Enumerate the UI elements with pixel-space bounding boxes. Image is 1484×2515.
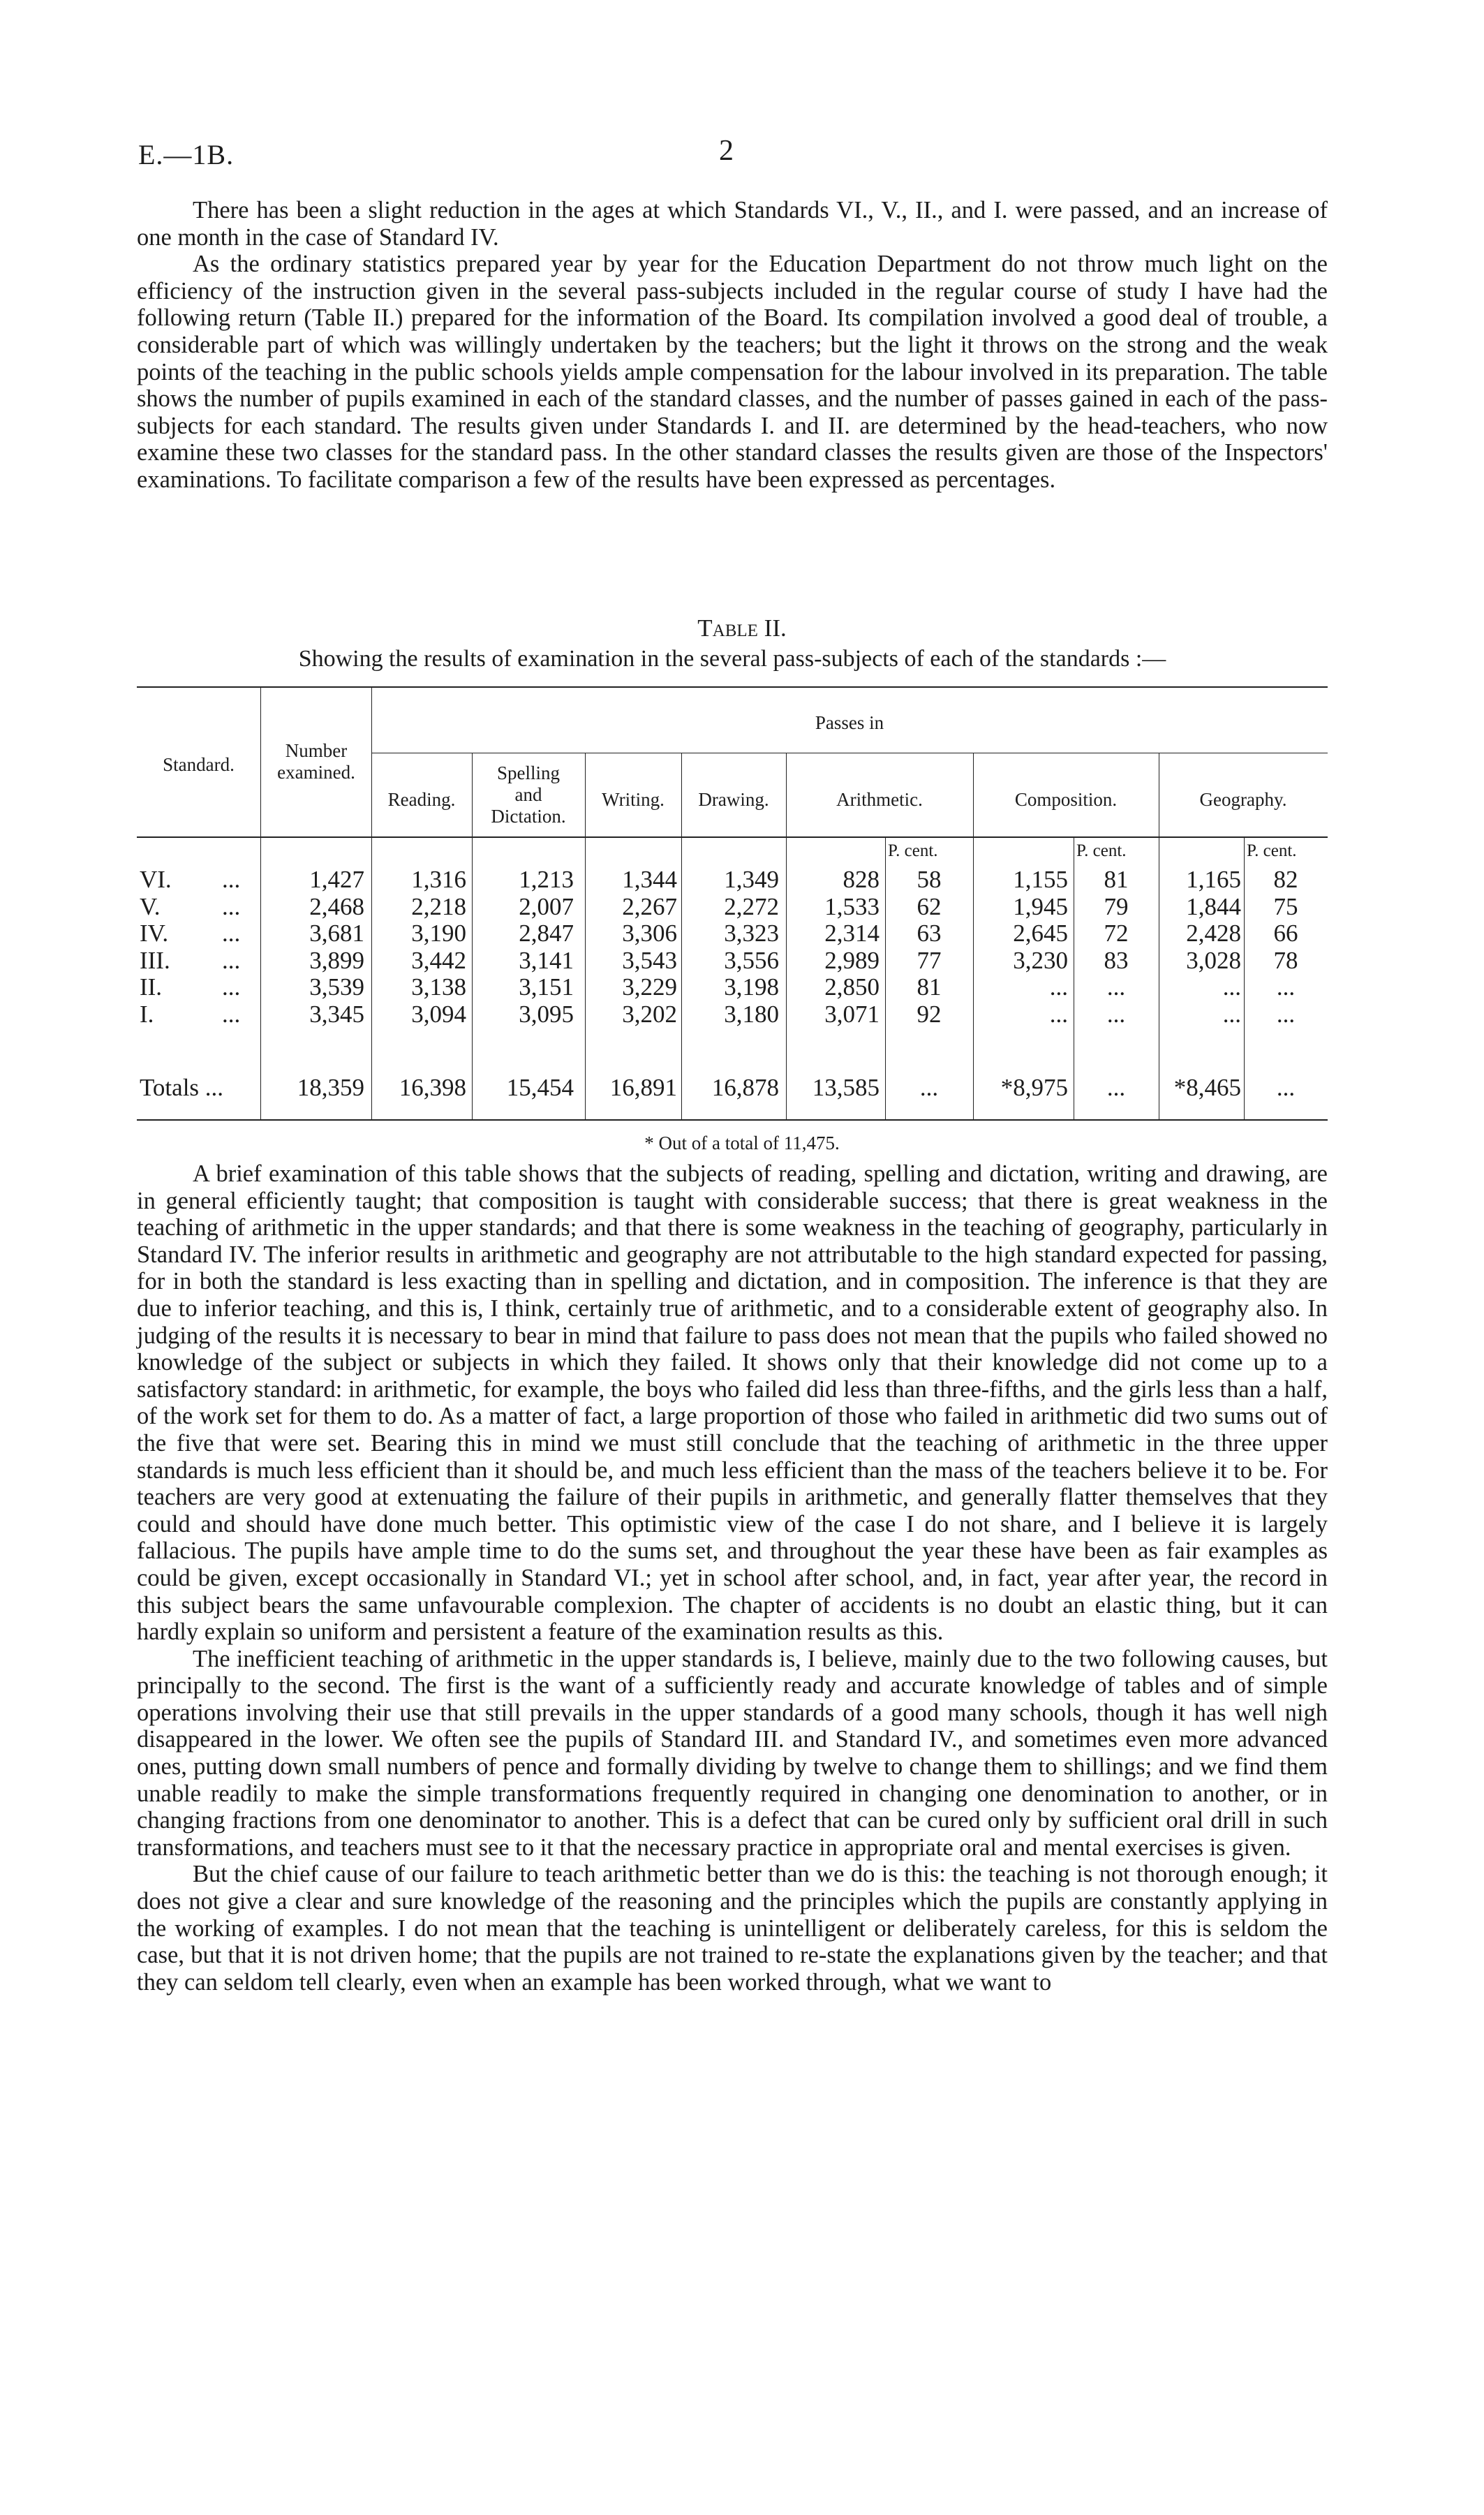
row-leader-dots: ... [222, 1001, 241, 1028]
cell-comp-pc: 72 [1104, 920, 1129, 947]
row-standard: I. [140, 1001, 154, 1028]
total-geography-pcent: ... [1276, 1074, 1296, 1101]
header-composition: Composition. [1014, 789, 1118, 810]
header-passes-in: Passes in [815, 712, 884, 733]
total-composition: *8,975 [1000, 1074, 1068, 1101]
total-reading: 16,398 [399, 1074, 466, 1101]
cell-drawing: 1,349 [724, 866, 779, 893]
paragraph: A brief examination of this table shows that the subjects of reading, spelling and dictation, writing and drawing, are in general efficiently taught; that composition is taught with considerable success; that there is great weakness in the teaching of arithmetic in the upper standards; and that there is some weakness in the teaching of geography, particularly in Standard IV. The inferior results in arithmetic and geography are not attributable to the high standard expected for passing, for in both the standard is less exacting than in spelling and dictation, and in composition. The inference is that they are due to inferior teaching, and this is, I think, certainly true of arithmetic, and to a considerable extent of geography also. In judging of the results it is necessary to bear in mind that failure to pass does not mean that the pupils who failed showed no knowledge of the subject or subjects in which they failed. It shows only that their knowledge did not come up to a satisfactory standard: in arithmetic, for example, the boys who failed did less than three-fifths, and the girls less than a half, of the work set for them to do. As a matter of fact, a large proportion of those who failed in arithmetic did two sums out of the five that were set. Bearing this in mind we must still conclude that the teaching of arithmetic in the three upper standards is much less efficient than it should be, and much less efficient than the mass of the teachers believe it to be. For teachers are very good at extenuating the failure of their pupils in arithmetic, and generally flatter themselves that they could and should have done much better. This optimistic view of the case I do not share, and I believe it is largely fallacious. The pupils have ample time to do the sums set, and throughout the year these have been as fair examples as could be given, except occasionally in Standard VI.; yet in school after school, and, in fact, year after year, the record in this subject bears the same unfavourable complexion. The chapter of accidents is no doubt an elastic thing, but it can hardly explain so uniform and persistent a feature of the examination results as this. [137, 1160, 1328, 1646]
cell-geog-pc: 75 [1273, 892, 1298, 920]
cell-arith: 2,314 [824, 920, 880, 947]
cell-reading: 3,442 [411, 946, 466, 974]
cell-comp-pc: 83 [1104, 946, 1129, 974]
cell-examined: 3,345 [309, 1001, 364, 1028]
header-reading: Reading. [387, 789, 456, 810]
total-examined: 18,359 [297, 1074, 364, 1101]
total-composition-pcent: ... [1106, 1074, 1126, 1101]
header-writing: Writing. [602, 789, 665, 810]
cell-examined: 3,899 [309, 946, 364, 974]
header-drawing: Drawing. [698, 789, 769, 810]
cell-reading: 3,190 [411, 920, 466, 947]
cell-writing: 2,267 [622, 892, 677, 920]
cell-spelling: 3,095 [519, 1001, 574, 1028]
cell-geog-pc: 78 [1273, 946, 1298, 974]
cell-writing: 3,543 [622, 946, 677, 974]
pcent-label-composition: P. cent. [1076, 841, 1127, 860]
paragraph: The inefficient teaching of arithmetic in the upper standards is, I believe, mainly due to the two following causes, but principally to the second. The first is the want of a sufficiently ready and accurate knowledge of tables and of simple operations involving their use that still prevails in the upper standards of a good many schools, though it has well nigh disappeared in the lower. We often see the pupils of Standard III. and Standard IV., and sometimes even more advanced ones, putting down small numbers of pence and formally dividing by twelve to change them to shillings; and we find them unable readily to make the simple transformations frequently required in changing one denomination to another, or in changing fractions from one denominator to another. This is a defect that can be cured only by sufficient oral drill in such transformations, and teachers must see to it that the necessary practice in appropriate oral and mental exercises is given. [137, 1645, 1328, 1861]
cell-geog: 2,428 [1186, 920, 1241, 947]
cell-arith: 1,533 [824, 892, 880, 920]
cell-geog-pc: ... [1276, 973, 1296, 1001]
intro-text [137, 197, 1328, 494]
cell-geog-pc: ... [1276, 1001, 1296, 1028]
cell-comp-pc: 81 [1104, 866, 1129, 893]
cell-comp: 1,945 [1013, 892, 1068, 920]
cell-drawing: 3,198 [724, 973, 779, 1001]
cell-geog: 1,844 [1186, 892, 1241, 920]
row-leader-dots: ... [222, 920, 241, 947]
table-caption: Table II. [697, 614, 787, 642]
cell-examined: 1,427 [309, 866, 364, 893]
row-standard: VI. [140, 866, 172, 893]
cell-geog: 1,165 [1186, 866, 1241, 893]
total-spelling: 15,454 [506, 1074, 574, 1101]
total-writing: 16,891 [609, 1074, 677, 1101]
cell-arith: 3,071 [824, 1001, 880, 1028]
cell-comp-pc: ... [1106, 973, 1126, 1001]
cell-comp-pc: 79 [1104, 892, 1129, 920]
cell-drawing: 3,323 [724, 920, 779, 947]
table-subtitle: Showing the results of examination in the several pass-subjects of each of the standards :— [298, 646, 1166, 672]
cell-arith: 2,989 [824, 946, 880, 974]
cell-drawing: 3,180 [724, 1001, 779, 1028]
cell-spelling: 1,213 [519, 866, 574, 893]
cell-arith-pc: 58 [917, 866, 942, 893]
table-footnote: * Out of a total of 11,475. [644, 1133, 840, 1153]
cell-drawing: 2,272 [724, 892, 779, 920]
cell-arith: 828 [843, 866, 880, 893]
header-number-examined: Number examined. [277, 740, 355, 783]
document-reference: E.—1B. [138, 139, 235, 170]
cell-spelling: 3,141 [519, 946, 574, 974]
cell-reading: 1,316 [411, 866, 466, 893]
cell-arith-pc: 92 [917, 1001, 942, 1028]
cell-spelling: 3,151 [519, 973, 574, 1001]
cell-reading: 2,218 [411, 892, 466, 920]
cell-geog: 3,028 [1186, 946, 1241, 974]
row-standard: IV. [140, 920, 169, 947]
cell-writing: 1,344 [622, 866, 677, 893]
cell-geog: ... [1222, 1001, 1241, 1028]
header-spelling: Spelling and Dictation. [491, 762, 566, 827]
cell-arith-pc: 81 [917, 973, 942, 1001]
totals-label: Totals ... [140, 1074, 224, 1101]
cell-writing: 3,202 [622, 1001, 677, 1028]
cell-arith-pc: 63 [917, 920, 942, 947]
cell-arith: 2,850 [824, 973, 880, 1001]
cell-comp-pc: ... [1106, 1001, 1126, 1028]
table-top-rule [137, 686, 1328, 688]
cell-reading: 3,094 [411, 1001, 466, 1028]
cell-examined: 3,681 [309, 920, 364, 947]
cell-spelling: 2,847 [519, 920, 574, 947]
row-leader-dots: ... [222, 946, 241, 974]
cell-geog-pc: 66 [1273, 920, 1298, 947]
cell-geog: ... [1222, 973, 1241, 1001]
cell-writing: 3,229 [622, 973, 677, 1001]
cell-comp: ... [1049, 973, 1068, 1001]
header-arithmetic: Arithmetic. [836, 789, 923, 810]
header-geography: Geography. [1199, 789, 1287, 810]
total-drawing: 16,878 [711, 1074, 779, 1101]
cell-reading: 3,138 [411, 973, 466, 1001]
row-leader-dots: ... [222, 892, 241, 920]
cell-writing: 3,306 [622, 920, 677, 947]
row-leader-dots: ... [222, 973, 241, 1001]
page-number: 2 [719, 135, 734, 167]
paragraph: As the ordinary statistics prepared year by year for the Education Department do not throw much light on the efficiency of the instruction given in the several pass-subjects included in the regular course of study I have had the following return (Table II.) prepared for the information of the Board. Its compilation involved a good deal of trouble, a considerable part of which was willingly undertaken by the teachers; but the light it throws on the strong and the weak points of the teaching in the public schools yields ample compensation for the labour involved in its preparation. The table shows the number of pupils examined in each of the standard classes, and the number of passes gained in each of the pass-subjects for each standard. The results given under Standards I. and II. are determined by the head-teachers, who now examine these two classes for the standard pass. In the other standard classes the results given are those of the Inspectors' examinations. To facilitate comparison a few of the results have been expressed as percentages. [137, 251, 1328, 493]
total-geography: *8,465 [1173, 1074, 1241, 1101]
table-bottom-rule [137, 1119, 1328, 1121]
cell-geog-pc: 82 [1273, 866, 1298, 893]
row-leader-dots: ... [222, 866, 241, 893]
row-standard: II. [140, 973, 163, 1001]
body-text [137, 1160, 1328, 1996]
cell-comp: ... [1049, 1001, 1068, 1028]
pcent-label-arithmetic: P. cent. [888, 841, 938, 860]
row-standard: III. [140, 946, 170, 974]
header-bottom-rule [137, 836, 1328, 838]
cell-examined: 2,468 [309, 892, 364, 920]
paragraph: But the chief cause of our failure to teach arithmetic better than we do is this: the teaching is not thorough enough; it does not give a clear and sure knowledge of the reasoning and the principles which the pupils are constantly applying in the working of examples. I do not mean that the teaching is unintelligent or deliberately careless, for this is seldom the case, but that it is not driven home; that the pupils are not trained to re-state the explanations given by the teacher; and that they can seldom tell clearly, even when an example has been worked through, what we want to [137, 1861, 1328, 1996]
pcent-label-geography: P. cent. [1247, 841, 1297, 860]
paragraph: There has been a slight reduction in the ages at which Standards VI., V., II., and I. were passed, and an increase of one month in the case of Standard IV. [137, 197, 1328, 251]
cell-comp: 1,155 [1013, 866, 1068, 893]
total-arithmetic: 13,585 [812, 1074, 880, 1101]
cell-arith-pc: 62 [917, 892, 942, 920]
cell-comp: 2,645 [1013, 920, 1068, 947]
cell-examined: 3,539 [309, 973, 364, 1001]
cell-arith-pc: 77 [917, 946, 942, 974]
header-standard: Standard. [163, 754, 235, 775]
row-standard: V. [140, 892, 161, 920]
cell-comp: 3,230 [1013, 946, 1068, 974]
cell-spelling: 2,007 [519, 892, 574, 920]
cell-drawing: 3,556 [724, 946, 779, 974]
total-arithmetic-pcent: ... [919, 1074, 939, 1101]
